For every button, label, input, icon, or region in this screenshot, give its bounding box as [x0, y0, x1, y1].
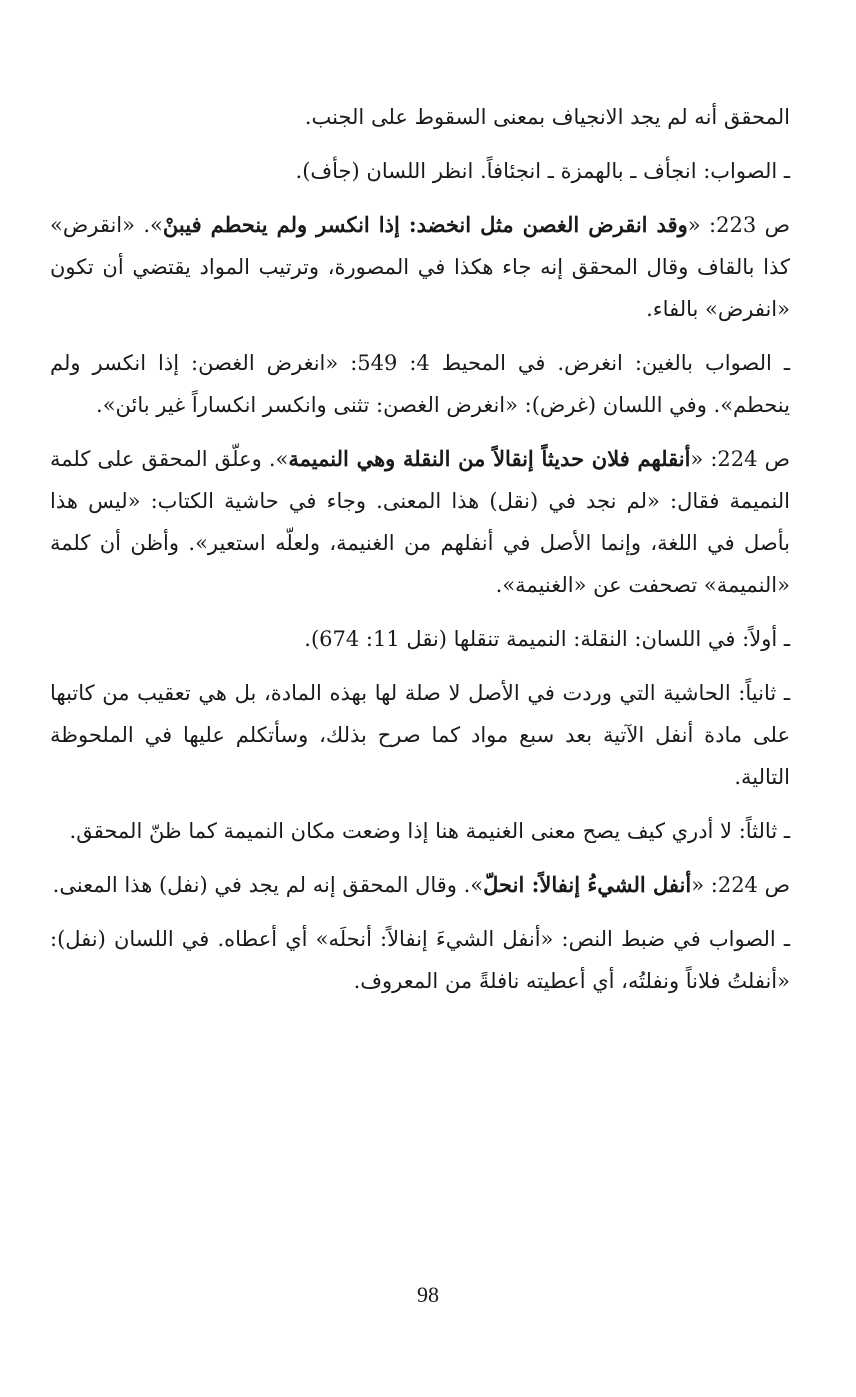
paragraph-text: ص 224: «: [691, 873, 790, 897]
paragraph-text: ـ الصواب بالغين: انغرض. في المحيط 4: 549: «انغرض الغصن: إذا انكسر ولم ينحطم». وفي اللسان (غرض): «انغرض الغصن: تثنى وانكسر انكساراً غير بائن».: [50, 351, 790, 417]
paragraph: [50, 618, 790, 660]
paragraph: [50, 438, 790, 606]
paragraph-text: ـ الصواب: انجأف ـ بالهمزة ـ انجئافاً. انظر اللسان (جأف).: [295, 159, 790, 183]
paragraph-text: ». وعلّق المحقق على كلمة النميمة فقال: «لم نجد في (نقل) هذا المعنى. وجاء في حاشية الكتاب: «ليس هذا بأصل في اللغة، وإنما الأصل في أنفلهم من الغنيمة، ولعلّه استعير». وأظن أن كلمة «النميمة» تصحفت عن «الغنيمة».: [50, 447, 790, 597]
quoted-entry-text: أنفل الشيءُ إنفالاً: انحلّ: [483, 872, 692, 897]
page-number: 98: [417, 1282, 439, 1307]
paragraph: [50, 150, 790, 192]
quoted-entry-text: وقد انقرض الغصن مثل انخضد: إذا انكسر ولم ينحطم فيبنْ: [162, 212, 688, 237]
paragraph-text: ». «انقرض» كذا بالقاف وقال المحقق إنه جاء هكذا في المصورة، وترتيب المواد يقتضي أن تكون «انفرض» بالفاء.: [50, 213, 790, 321]
page-body: [50, 96, 790, 1014]
paragraph: [50, 672, 790, 798]
paragraph-text: المحقق أنه لم يجد الانجياف بمعنى السقوط على الجنب.: [304, 105, 790, 129]
paragraph-text: ». وقال المحقق إنه لم يجد في (نفل) هذا المعنى.: [52, 873, 484, 897]
paragraph: [50, 918, 790, 1002]
quoted-entry-text: أنقلهم فلان حديثاً إنقالاً من النقلة وهي النميمة: [288, 446, 691, 471]
paragraph: [50, 204, 790, 330]
paragraph: [50, 96, 790, 138]
paragraph: [50, 864, 790, 906]
paragraph: [50, 342, 790, 426]
paragraph-text: ص 223: «: [687, 213, 790, 237]
paragraph-text: ـ الصواب في ضبط النص: «أنفل الشيءَ إنفالاً: أنحلَه» أي أعطاه. في اللسان (نفل): «أنفلتُ فلاناً ونفلتُه، أي أعطيته نافلةً من المعروف.: [50, 927, 790, 993]
paragraph-text: ـ أولاً: في اللسان: النقلة: النميمة تنقلها (نقل 11: 674).: [304, 627, 790, 651]
paragraph-text: ـ ثالثاً: لا أدري كيف يصح معنى الغنيمة هنا إذا وضعت مكان النميمة كما ظنّ المحقق.: [69, 819, 790, 843]
paragraph-text: ص 224: «: [690, 447, 790, 471]
paragraph-text: ـ ثانياً: الحاشية التي وردت في الأصل لا صلة لها بهذه المادة، بل هي تعقيب من كاتبها على مادة أنفل الآتية بعد سبع مواد كما صرح بذلك، وسأتكلم عليها في الملحوظة التالية.: [50, 681, 790, 789]
paragraph: [50, 810, 790, 852]
